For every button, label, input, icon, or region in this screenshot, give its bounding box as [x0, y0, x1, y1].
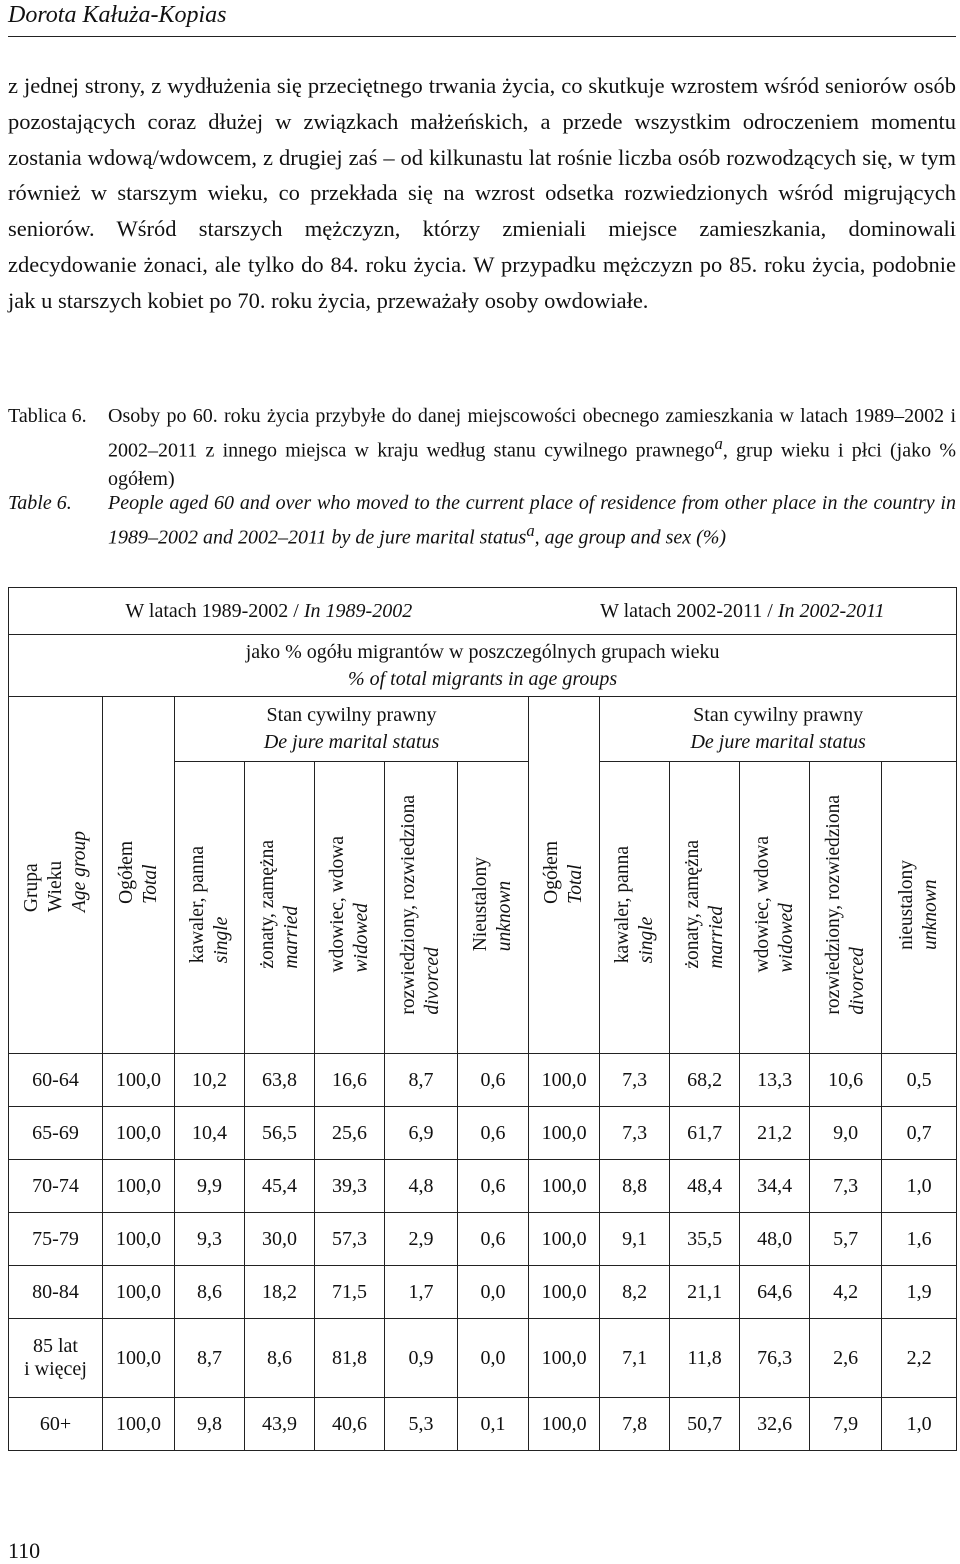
value-cell: 1,9 — [882, 1266, 957, 1319]
value-cell: 10,6 — [810, 1054, 882, 1107]
value-cell: 32,6 — [740, 1398, 810, 1451]
age-group-pl-1: Grupa — [20, 863, 42, 913]
table-caption-en — [8, 489, 956, 552]
value-cell: 1,0 — [882, 1398, 957, 1451]
widowed-1-label — [326, 830, 374, 978]
value-cell: 39,3 — [315, 1160, 385, 1213]
value-cell: 18,2 — [245, 1266, 315, 1319]
col-single-2 — [600, 762, 670, 1054]
value-cell: 7,3 — [600, 1054, 670, 1107]
status-1-pl: Stan cywilny prawny — [266, 704, 437, 726]
value-cell: 7,3 — [810, 1160, 882, 1213]
value-cell: 100,0 — [529, 1213, 600, 1266]
caption-text-en-a: People aged 60 and over who moved to the current place of residence from other place in the country in 1989–2002 and 2002–2011 by de jure marital status — [108, 492, 956, 549]
value-cell: 7,9 — [810, 1398, 882, 1451]
status-header-2 — [600, 697, 957, 762]
value-cell: 4,8 — [385, 1160, 458, 1213]
value-cell: 100,0 — [529, 1107, 600, 1160]
value-cell: 0,9 — [385, 1319, 458, 1398]
table-row — [9, 1213, 957, 1266]
value-cell: 100,0 — [103, 1160, 175, 1213]
value-cell: 45,4 — [245, 1160, 315, 1213]
value-cell: 1,6 — [882, 1213, 957, 1266]
value-cell: 100,0 — [529, 1054, 600, 1107]
value-cell: 0,0 — [458, 1266, 529, 1319]
col-divorced-2 — [810, 762, 882, 1054]
value-cell: 100,0 — [529, 1160, 600, 1213]
single-2-pl: kawaler, panna — [611, 845, 633, 964]
value-cell: 11,8 — [670, 1319, 740, 1398]
table-row — [9, 1319, 957, 1398]
value-cell: 100,0 — [103, 1266, 175, 1319]
table-row — [9, 1054, 957, 1107]
col-age-group — [9, 697, 103, 1054]
table-body — [9, 1054, 957, 1451]
single-2-en: single — [635, 916, 657, 964]
married-1-pl: żonaty, zamężna — [256, 840, 278, 969]
caption-footnote-mark-en: a — [526, 521, 535, 540]
col-total-1 — [103, 697, 175, 1054]
table-caption-pl — [8, 402, 956, 493]
value-cell: 4,2 — [810, 1266, 882, 1319]
period1-en: In 1989-2002 — [303, 599, 413, 622]
value-cell: 100,0 — [103, 1107, 175, 1160]
single-1-en: single — [210, 916, 232, 964]
value-cell: 40,6 — [315, 1398, 385, 1451]
col-married-2 — [670, 762, 740, 1054]
caption-text-en — [108, 489, 956, 552]
value-cell: 56,5 — [245, 1107, 315, 1160]
married-2-pl: żonaty, zamężna — [681, 840, 703, 969]
value-cell: 7,1 — [600, 1319, 670, 1398]
unknown-2-en: unknown — [920, 879, 942, 950]
col-unknown-1 — [458, 762, 529, 1054]
value-cell: 2,9 — [385, 1213, 458, 1266]
value-cell: 21,1 — [670, 1266, 740, 1319]
value-cell: 8,7 — [175, 1319, 245, 1398]
status-header-1 — [175, 697, 529, 762]
value-cell: 43,9 — [245, 1398, 315, 1451]
age-group-cell: 60-64 — [9, 1054, 103, 1107]
body-paragraph: z jednej strony, z wydłużenia się przeciętnego trwania życia, co skutkuje wzrostem wśród seniorów osób pozostających coraz dłużej w związkach małżeńskich, a przede wszystkim odroczeniem momentu zostania wdową/wdowcem, z drugiej zaś – od kilkunastu lat rośnie liczba osób rozwodzących się, w tym również w starszym wieku, co przekłada się na wzrost odsetka rozwiedzionych wśród migrujących seniorów. Wśród starszych mężczyzn, którzy zmieniali miejsce zamieszkania, dominowali zdecydowanie żonaci, ale tylko do 84. roku życia. W przypadku mężczyzn po 85. roku życia, podobnie jak u starszych kobiet po 70. roku życia, przeważały osoby owdowiałe. — [8, 73, 956, 313]
value-cell: 0,5 — [882, 1054, 957, 1107]
value-cell: 100,0 — [529, 1398, 600, 1451]
value-cell: 5,7 — [810, 1213, 882, 1266]
value-cell: 8,2 — [600, 1266, 670, 1319]
value-cell: 1,7 — [385, 1266, 458, 1319]
header-row-percent — [9, 635, 957, 697]
age-group-label — [20, 825, 92, 918]
col-widowed-1 — [315, 762, 385, 1054]
value-cell: 35,5 — [670, 1213, 740, 1266]
age-group-cell: 75-79 — [9, 1213, 103, 1266]
divorced-1-pl: rozwiedziony, rozwiedziona — [398, 794, 419, 1015]
age-group-en: Age group — [68, 831, 90, 913]
value-cell: 61,7 — [670, 1107, 740, 1160]
value-cell: 0,0 — [458, 1319, 529, 1398]
value-cell: 9,8 — [175, 1398, 245, 1451]
caption-label-en: Table 6. — [8, 492, 72, 514]
period-2002-2011 — [529, 588, 957, 635]
value-cell: 9,3 — [175, 1213, 245, 1266]
value-cell: 1,0 — [882, 1160, 957, 1213]
value-cell: 25,6 — [315, 1107, 385, 1160]
age-group-cell: 60+ — [9, 1398, 103, 1451]
col-widowed-2 — [740, 762, 810, 1054]
value-cell: 9,1 — [600, 1213, 670, 1266]
value-cell: 30,0 — [245, 1213, 315, 1266]
unknown-1-pl: Nieustalony — [470, 857, 492, 952]
value-cell: 8,7 — [385, 1054, 458, 1107]
table-row — [9, 1266, 957, 1319]
period-1989-2002 — [9, 588, 529, 635]
value-cell: 9,0 — [810, 1107, 882, 1160]
data-table — [8, 587, 957, 1451]
value-cell: 0,7 — [882, 1107, 957, 1160]
caption-text-pl-b: , grup wieku i płci (jako % ogółem) — [108, 439, 957, 490]
widowed-1-pl: wdowiec, wdowa — [326, 836, 348, 973]
value-cell: 13,3 — [740, 1054, 810, 1107]
value-cell: 0,6 — [458, 1213, 529, 1266]
value-cell: 63,8 — [245, 1054, 315, 1107]
unknown-2-pl: nieustalony — [896, 859, 918, 950]
age-group-cell: 80-84 — [9, 1266, 103, 1319]
divorced-2-label — [822, 789, 870, 1021]
value-cell: 100,0 — [103, 1398, 175, 1451]
value-cell: 100,0 — [103, 1319, 175, 1398]
unknown-1-en: unknown — [494, 881, 516, 952]
value-cell: 16,6 — [315, 1054, 385, 1107]
total-1-en: Total — [139, 864, 161, 904]
percent-header-pl: jako % ogółu migrantów w poszczególnych grupach wieku — [245, 640, 720, 663]
table-row — [9, 1107, 957, 1160]
value-cell: 9,9 — [175, 1160, 245, 1213]
age-group-cell: 70-74 — [9, 1160, 103, 1213]
value-cell: 100,0 — [529, 1266, 600, 1319]
value-cell: 0,6 — [458, 1160, 529, 1213]
caption-text-en-b: , age group and sex (%) — [534, 526, 727, 549]
value-cell: 50,7 — [670, 1398, 740, 1451]
caption-text-pl-a: Osoby po 60. roku życia przybyłe do danej miejscowości obecnego zamieszkania w latach 1989–2002 i 2002–2011 z innego miejsca w kraju według stanu cywilnego prawnego — [108, 405, 956, 462]
col-unknown-2 — [882, 762, 957, 1054]
widowed-1-en: widowed — [350, 903, 372, 973]
table-row — [9, 1160, 957, 1213]
value-cell: 71,5 — [315, 1266, 385, 1319]
value-cell: 48,4 — [670, 1160, 740, 1213]
single-1-pl: kawaler, panna — [186, 845, 208, 964]
widowed-2-label — [751, 830, 799, 978]
value-cell: 76,3 — [740, 1319, 810, 1398]
caption-footnote-mark: a — [714, 434, 723, 453]
status-2-en: De jure marital status — [690, 731, 866, 753]
age-group-cell — [9, 1319, 103, 1398]
value-cell: 0,6 — [458, 1107, 529, 1160]
value-cell: 6,9 — [385, 1107, 458, 1160]
age-group-line-1: 85 lat — [33, 1335, 78, 1357]
period2-pl: W latach 2002-2011 / — [600, 599, 778, 622]
single-1-label — [186, 840, 234, 969]
value-cell: 48,0 — [740, 1213, 810, 1266]
value-cell: 34,4 — [740, 1160, 810, 1213]
value-cell: 10,2 — [175, 1054, 245, 1107]
col-divorced-1 — [385, 762, 458, 1054]
married-1-en: married — [280, 905, 302, 969]
header-row-status — [9, 697, 957, 762]
total-2-pl: Ogółem — [541, 840, 563, 904]
percent-header-en: % of total migrants in age groups — [347, 667, 618, 690]
status-2-pl: Stan cywilny prawny — [693, 704, 864, 726]
value-cell: 5,3 — [385, 1398, 458, 1451]
table-row — [9, 1398, 957, 1451]
unknown-1-label — [469, 851, 517, 957]
married-2-label — [681, 834, 729, 975]
age-group-pl-2: Wieku — [44, 861, 66, 913]
value-cell: 100,0 — [529, 1319, 600, 1398]
value-cell: 10,4 — [175, 1107, 245, 1160]
header-row-periods — [9, 588, 957, 635]
value-cell: 0,6 — [458, 1054, 529, 1107]
total-2-label — [540, 835, 588, 910]
col-single-1 — [175, 762, 245, 1054]
value-cell: 0,1 — [458, 1398, 529, 1451]
value-cell: 7,3 — [600, 1107, 670, 1160]
percent-header — [9, 635, 957, 697]
value-cell: 100,0 — [103, 1213, 175, 1266]
divorced-2-pl: rozwiedziony, rozwiedziona — [822, 794, 844, 1015]
caption-label-pl: Tablica 6. — [8, 405, 87, 427]
value-cell: 100,0 — [103, 1054, 175, 1107]
total-2-en: Total — [565, 864, 587, 904]
total-1-label — [115, 835, 163, 910]
page-number: 110 — [8, 1538, 41, 1563]
value-cell: 8,6 — [175, 1266, 245, 1319]
value-cell: 8,8 — [600, 1160, 670, 1213]
value-cell: 2,2 — [882, 1319, 957, 1398]
divorced-1-label — [397, 789, 445, 1021]
value-cell: 8,6 — [245, 1319, 315, 1398]
unknown-2-label — [895, 854, 943, 956]
value-cell: 21,2 — [740, 1107, 810, 1160]
total-1-pl: Ogółem — [115, 840, 137, 904]
period2-en: In 2002-2011 — [777, 599, 885, 622]
period1-pl: W latach 1989-2002 / — [125, 599, 304, 622]
value-cell: 64,6 — [740, 1266, 810, 1319]
col-total-2 — [529, 697, 600, 1054]
age-group-cell: 65-69 — [9, 1107, 103, 1160]
married-1-label — [256, 834, 304, 975]
value-cell: 2,6 — [810, 1319, 882, 1398]
divorced-1-en: divorced — [422, 946, 443, 1015]
age-group-line-2: i więcej — [24, 1358, 87, 1380]
value-cell: 68,2 — [670, 1054, 740, 1107]
married-2-en: married — [705, 905, 727, 969]
widowed-2-en: widowed — [775, 903, 797, 973]
divorced-2-en: divorced — [846, 946, 868, 1015]
caption-text-pl — [108, 402, 956, 493]
value-cell: 57,3 — [315, 1213, 385, 1266]
running-header — [8, 0, 956, 37]
value-cell: 81,8 — [315, 1319, 385, 1398]
widowed-2-pl: wdowiec, wdowa — [751, 836, 773, 973]
header-author: Dorota Kałuża-Kopias — [8, 2, 227, 28]
col-married-1 — [245, 762, 315, 1054]
single-2-label — [611, 840, 659, 969]
value-cell: 7,8 — [600, 1398, 670, 1451]
status-1-en: De jure marital status — [263, 731, 440, 753]
